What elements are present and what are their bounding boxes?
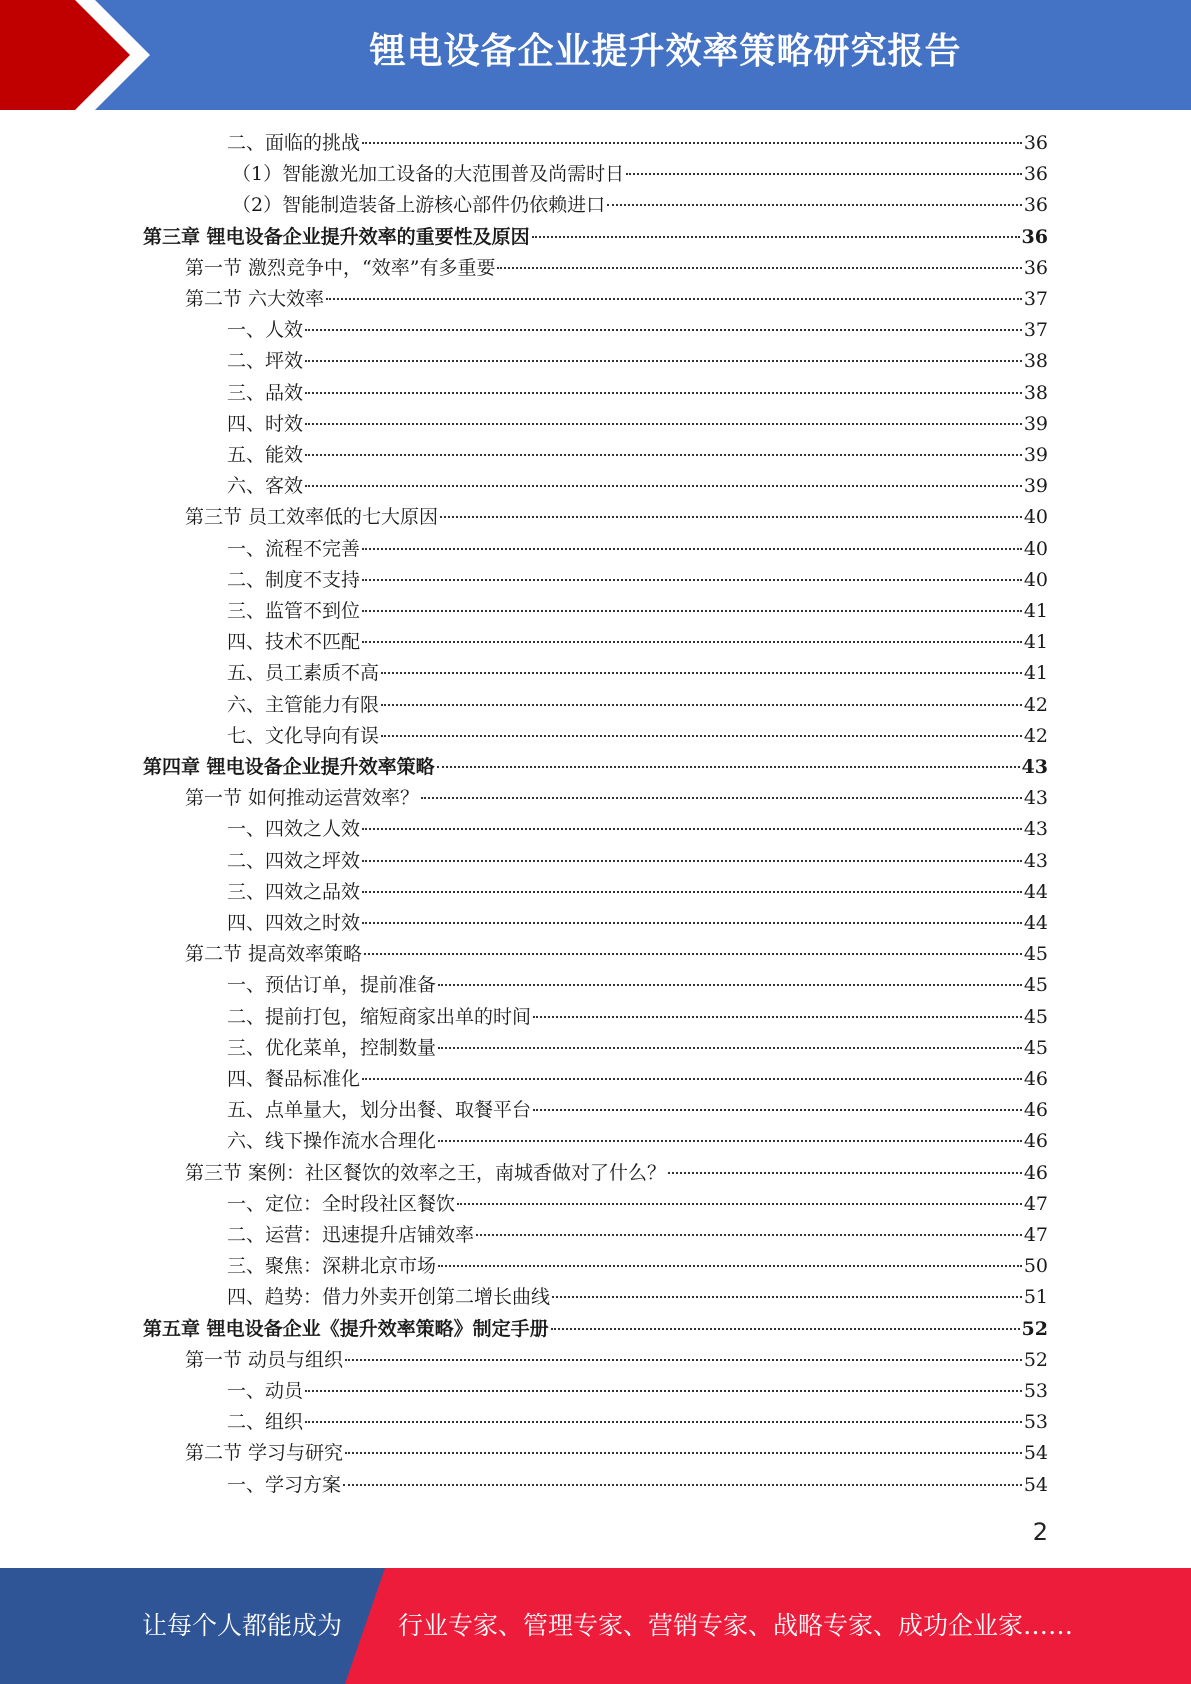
footer-slogan-right: 行业专家、管理专家、营销专家、战略专家、成功企业家…… (398, 1611, 1074, 1640)
toc-entry[interactable] (227, 440, 1048, 471)
toc-entry[interactable] (227, 1470, 1048, 1501)
toc-entry[interactable] (227, 471, 1048, 502)
toc-entry-title: 第二节 学习与研究 (185, 1442, 344, 1465)
toc-dot-leader (532, 236, 1020, 238)
toc-entry-title: 四、技术不匹配 (227, 631, 361, 654)
toc-entry-page: 41 (1023, 600, 1048, 622)
toc-entry-title: 第三节 员工效率低的七大原因 (185, 506, 439, 529)
toc-entry-page: 39 (1023, 444, 1048, 466)
toc-chapter-entry[interactable] (143, 752, 1048, 783)
toc-entry[interactable] (227, 315, 1048, 346)
toc-dot-leader (345, 1359, 1022, 1361)
toc-entry-title: 四、时效 (227, 412, 304, 435)
toc-entry[interactable] (227, 1282, 1048, 1313)
toc-dot-leader (552, 1296, 1022, 1298)
toc-entry-page: 40 (1023, 537, 1048, 560)
toc-entry[interactable] (227, 846, 1048, 877)
toc-dot-leader (362, 922, 1022, 924)
toc-dot-leader (362, 1078, 1022, 1080)
toc-entry[interactable] (227, 1220, 1048, 1251)
toc-entry[interactable] (227, 690, 1048, 721)
toc-entry[interactable] (227, 128, 1048, 159)
toc-entry-page: 40 (1023, 506, 1048, 529)
toc-entry[interactable] (185, 783, 1048, 814)
toc-entry[interactable] (185, 284, 1048, 315)
toc-entry-page: 44 (1023, 880, 1048, 903)
toc-dot-leader (668, 1172, 1022, 1174)
toc-entry-title: 四、餐品标准化 (227, 1068, 361, 1090)
toc-entry-page: 46 (1023, 1130, 1048, 1153)
toc-dot-leader (421, 797, 1022, 799)
toc-entry-page: 45 (1023, 974, 1048, 997)
toc-entry-title: 三、监管不到位 (227, 600, 361, 622)
toc-entry-page: 40 (1023, 568, 1048, 591)
toc-entry[interactable] (227, 596, 1048, 627)
toc-entry-page: 38 (1023, 381, 1048, 404)
toc-entry-title: 第五章 锂电设备企业《提升效率策略》制定手册 (143, 1317, 549, 1340)
toc-entry-page: 42 (1023, 693, 1048, 716)
toc-dot-leader (362, 641, 1022, 643)
toc-entry-page: 43 (1023, 787, 1048, 810)
toc-entry-page: 43 (1023, 849, 1048, 872)
toc-entry-title: 第三章 锂电设备企业提升效率的重要性及原因 (143, 225, 530, 248)
toc-entry[interactable] (227, 627, 1048, 658)
toc-entry-page: 53 (1023, 1380, 1048, 1402)
toc-entry-page: 38 (1023, 350, 1048, 373)
toc-entry-title: 一、学习方案 (227, 1473, 342, 1496)
toc-dot-leader (364, 953, 1022, 955)
toc-dot-leader (362, 860, 1022, 862)
toc-entry-page: 36 (1023, 256, 1048, 279)
toc-entry-title: 三、品效 (227, 381, 304, 404)
toc-dot-leader (533, 1109, 1022, 1111)
toc-entry-page: 52 (1023, 1348, 1048, 1371)
toc-entry-page: 36 (1023, 194, 1048, 217)
toc-entry-title: 六、主管能力有限 (227, 693, 380, 716)
toc-entry-title: 二、制度不支持 (227, 568, 361, 591)
toc-entry-page: 46 (1023, 1161, 1048, 1184)
footer-banner (0, 1568, 1191, 1684)
toc-entry-page: 47 (1023, 1224, 1048, 1246)
toc-dot-leader (626, 173, 1022, 175)
toc-dot-leader (437, 766, 1020, 768)
toc-dot-leader (551, 1328, 1020, 1330)
toc-entry[interactable] (227, 1002, 1048, 1033)
toc-entry[interactable] (227, 1095, 1048, 1126)
toc-dot-leader (362, 610, 1022, 612)
toc-entry[interactable] (227, 378, 1048, 409)
toc-entry-page: 36 (1021, 225, 1048, 248)
toc-entry[interactable] (227, 1126, 1048, 1157)
toc-entry-title: 五、点单量大，划分出餐、取餐平台 (227, 1099, 532, 1122)
toc-dot-leader (533, 1016, 1022, 1018)
toc-entry[interactable] (227, 565, 1048, 596)
toc-entry-page: 45 (1023, 1005, 1048, 1028)
toc-dot-leader (381, 735, 1022, 737)
toc-entry-title: （1）智能激光加工设备的大范围普及尚需时日 (232, 163, 625, 186)
toc-dot-leader (381, 704, 1022, 706)
toc-entry[interactable] (227, 346, 1048, 377)
toc-dot-leader (438, 1047, 1022, 1049)
toc-entry-title: 二、组织 (227, 1411, 304, 1434)
toc-dot-leader (345, 1452, 1022, 1454)
toc-dot-leader (497, 267, 1021, 269)
page-number: 2 (1032, 1518, 1048, 1546)
toc-entry-page: 45 (1023, 943, 1048, 966)
toc-dot-leader (476, 1234, 1022, 1236)
toc-entry-title: 三、聚焦：深耕北京市场 (227, 1255, 437, 1278)
toc-entry[interactable] (227, 658, 1048, 689)
toc-dot-leader (438, 984, 1022, 986)
toc-entry-page: 50 (1023, 1255, 1048, 1278)
toc-entry-page: 41 (1023, 662, 1048, 685)
toc-dot-leader (438, 1140, 1022, 1142)
footer-slogan-left: 让每个人都能成为 (142, 1611, 343, 1640)
toc-entry-page: 44 (1023, 912, 1048, 934)
toc-entry-title: 一、定位：全时段社区餐饮 (227, 1192, 456, 1215)
toc-entry[interactable] (185, 502, 1048, 533)
toc-dot-leader (362, 891, 1022, 893)
toc-entry[interactable] (185, 1158, 1048, 1189)
toc-entry[interactable] (185, 1345, 1048, 1376)
toc-entry-title: 二、坪效 (227, 350, 304, 373)
toc-entry-title: 二、提前打包，缩短商家出单的时间 (227, 1005, 532, 1028)
toc-entry[interactable] (227, 814, 1048, 845)
toc-dot-leader (457, 1203, 1022, 1205)
toc-entry-title: 一、人效 (227, 319, 304, 342)
toc-dot-leader (343, 1484, 1022, 1486)
toc-entry-page: 52 (1021, 1317, 1048, 1340)
toc-entry-page: 36 (1023, 132, 1048, 154)
toc-entry-title: 六、线下操作流水合理化 (227, 1130, 437, 1153)
toc-entry-page: 42 (1023, 724, 1048, 747)
toc-entry[interactable] (227, 1407, 1048, 1438)
toc-entry[interactable] (227, 877, 1048, 908)
toc-dot-leader (305, 454, 1022, 456)
toc-entry-title: 一、预估订单，提前准备 (227, 974, 437, 997)
toc-entry-page: 43 (1023, 818, 1048, 841)
toc-entry-title: 一、流程不完善 (227, 537, 361, 560)
toc-dot-leader (362, 142, 1022, 144)
toc-entry[interactable] (227, 409, 1048, 440)
toc-entry[interactable] (227, 970, 1048, 1001)
toc-dot-leader (440, 516, 1022, 518)
toc-entry-title: 二、运营：迅速提升店铺效率 (227, 1224, 475, 1246)
toc-entry[interactable] (185, 939, 1048, 970)
toc-entry[interactable] (227, 1189, 1048, 1220)
toc-entry-title: 四、趋势：借力外卖开创第二增长曲线 (227, 1286, 551, 1309)
toc-entry-page: 37 (1023, 319, 1048, 342)
toc-entry[interactable] (232, 159, 1048, 190)
toc-dot-leader (362, 579, 1022, 581)
toc-entry-title: 四、四效之时效 (227, 912, 361, 934)
toc-chapter-entry[interactable] (143, 1314, 1048, 1345)
toc-entry-page: 47 (1023, 1192, 1048, 1215)
toc-dot-leader (305, 392, 1022, 394)
toc-entry-page: 54 (1023, 1473, 1048, 1496)
toc-entry[interactable] (185, 1438, 1048, 1469)
toc-entry-title: 二、四效之坪效 (227, 849, 361, 872)
header-banner (0, 0, 1191, 110)
toc-entry-page: 39 (1023, 412, 1048, 435)
toc-entry-title: 七、文化导向有误 (227, 724, 380, 747)
toc-entry-page: 36 (1023, 163, 1048, 186)
toc-entry-title: 六、客效 (227, 475, 304, 498)
document-title: 锂电设备企业提升效率策略研究报告 (369, 31, 962, 72)
toc-chapter-entry[interactable] (143, 222, 1048, 253)
toc-entry-page: 43 (1021, 756, 1048, 778)
toc-entry[interactable] (185, 253, 1048, 284)
toc-entry-title: 第三节 案例：社区餐饮的效率之王，南城香做对了什么？ (185, 1161, 667, 1184)
toc-entry-page: 41 (1023, 631, 1048, 654)
toc-entry-title: 三、优化菜单，控制数量 (227, 1036, 437, 1059)
toc-entry[interactable] (227, 1033, 1048, 1064)
toc-entry-title: 一、动员 (227, 1380, 304, 1402)
toc-entry-title: 五、能效 (227, 444, 304, 466)
toc-entry-title: （2）智能制造装备上游核心部件仍依赖进口 (232, 194, 606, 217)
toc-entry[interactable] (227, 1251, 1048, 1282)
toc-entry-title: 五、员工素质不高 (227, 662, 380, 685)
toc-entry-title: 三、四效之品效 (227, 880, 361, 903)
toc-entry[interactable] (227, 908, 1048, 939)
toc-entry[interactable] (227, 1064, 1048, 1095)
toc-entry-page: 46 (1023, 1068, 1048, 1090)
toc-dot-leader (438, 1265, 1022, 1267)
toc-dot-leader (305, 1421, 1022, 1423)
toc-entry-title: 第一节 激烈竞争中，“效率”有多重要 (185, 256, 496, 279)
toc-dot-leader (607, 204, 1022, 206)
toc-entry[interactable] (227, 1376, 1048, 1407)
toc-entry-page: 53 (1023, 1411, 1048, 1434)
toc-entry-page: 51 (1023, 1286, 1048, 1309)
toc-entry[interactable] (227, 534, 1048, 565)
toc-entry-page: 46 (1023, 1099, 1048, 1122)
toc-entry-page: 39 (1023, 475, 1048, 498)
toc-entry-title: 第二节 六大效率 (185, 288, 325, 310)
toc-entry-page: 37 (1023, 288, 1048, 310)
toc-entry-title: 第一节 如何推动运营效率？ (185, 787, 420, 810)
toc-dot-leader (305, 485, 1022, 487)
toc-entry[interactable] (227, 721, 1048, 752)
toc-dot-leader (362, 828, 1022, 830)
toc-entry-title: 一、四效之人效 (227, 818, 361, 841)
toc-dot-leader (305, 423, 1022, 425)
toc-dot-leader (381, 672, 1022, 674)
toc-entry[interactable] (232, 190, 1048, 221)
toc-dot-leader (305, 1390, 1022, 1392)
toc-dot-leader (305, 329, 1022, 331)
toc-entry-page: 54 (1023, 1442, 1048, 1465)
toc-dot-leader (362, 548, 1022, 550)
toc-entry-title: 二、面临的挑战 (227, 132, 361, 154)
toc-dot-leader (305, 360, 1022, 362)
toc-entry-page: 45 (1023, 1036, 1048, 1059)
toc-entry-title: 第一节 动员与组织 (185, 1348, 344, 1371)
toc-entry-title: 第二节 提高效率策略 (185, 943, 363, 966)
toc-dot-leader (326, 298, 1022, 300)
toc-entry-title: 第四章 锂电设备企业提升效率策略 (143, 756, 435, 778)
